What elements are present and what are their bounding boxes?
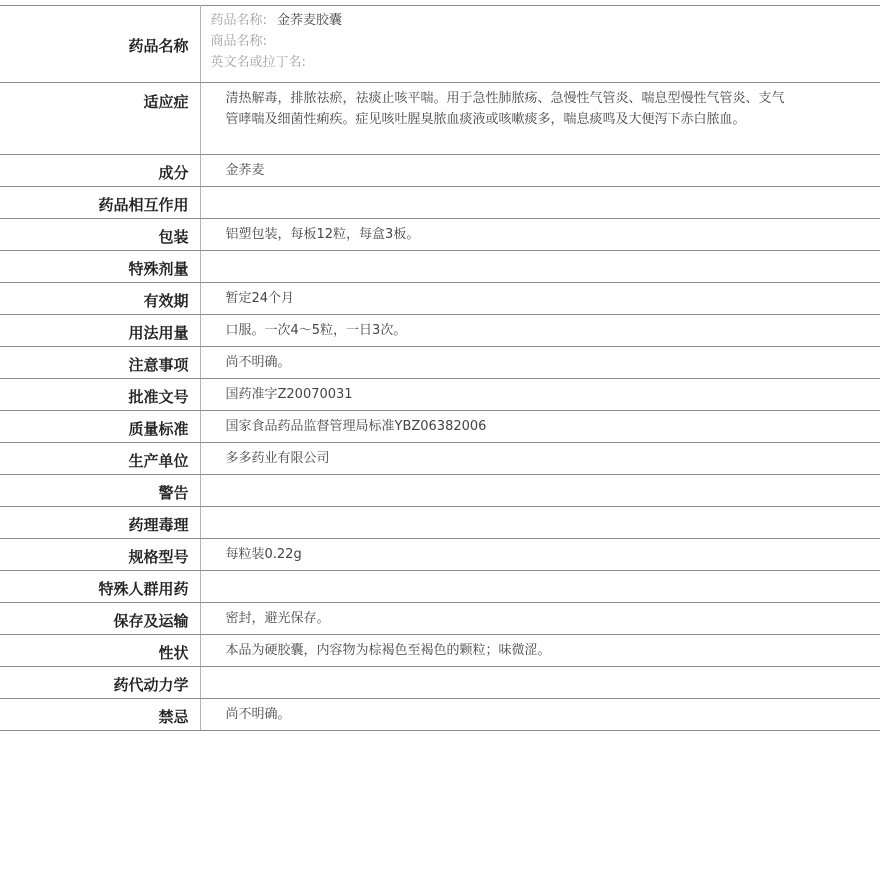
row-label: 成分 — [0, 155, 200, 187]
row-label: 有效期 — [0, 283, 200, 315]
generic-name-label: 药品名称: — [210, 13, 267, 28]
row-label: 规格型号 — [0, 539, 200, 571]
table-row — [0, 283, 880, 315]
table-row — [0, 219, 880, 251]
table-row — [0, 347, 880, 379]
table-row — [0, 443, 880, 475]
row-value: 暂定24个月 — [200, 283, 880, 315]
row-label: 禁忌 — [0, 699, 200, 731]
row-value: 金荞麦 — [200, 155, 880, 187]
row-label: 警告 — [0, 475, 200, 507]
table-row — [0, 635, 880, 667]
trade-name-label: 商品名称: — [210, 34, 267, 49]
row-value: 本品为硬胶囊，内容物为棕褐色至褐色的颗粒；味微涩。 — [200, 635, 880, 667]
row-value: 尚不明确。 — [200, 699, 880, 731]
table-row — [0, 155, 880, 187]
row-value: 铝塑包装，每板12粒，每盒3板。 — [200, 219, 880, 251]
drug-name-cell — [200, 6, 880, 83]
trade-name-line — [211, 31, 791, 52]
table-row-drug-name — [0, 6, 880, 83]
row-label: 保存及运输 — [0, 603, 200, 635]
row-label: 包装 — [0, 219, 200, 251]
row-label: 药品相互作用 — [0, 187, 200, 219]
indication-value: 清热解毒，排脓祛瘀，祛痰止咳平喘。用于急性肺脓疡、急慢性气管炎、喘息型慢性气管炎、支气管哮喘及细菌性痢疾。症见咳吐腥臭脓血痰液或咳嗽痰多，喘息痰鸣及大便泻下赤白脓血。 — [200, 83, 880, 155]
row-label: 药理毒理 — [0, 507, 200, 539]
row-label: 用法用量 — [0, 315, 200, 347]
row-value — [200, 187, 880, 219]
generic-name-value: 金荞麦胶囊 — [277, 13, 343, 28]
english-name-line — [211, 52, 791, 73]
row-value: 每粒装0.22g — [200, 539, 880, 571]
row-label: 性状 — [0, 635, 200, 667]
table-row-indication — [0, 83, 880, 155]
row-label: 注意事项 — [0, 347, 200, 379]
table-row — [0, 603, 880, 635]
drug-info-sheet — [0, 5, 880, 731]
row-label: 适应症 — [0, 83, 200, 155]
row-label: 特殊人群用药 — [0, 571, 200, 603]
row-value — [200, 475, 880, 507]
row-value: 尚不明确。 — [200, 347, 880, 379]
row-value: 多多药业有限公司 — [200, 443, 880, 475]
row-value — [200, 507, 880, 539]
row-value — [200, 571, 880, 603]
row-value: 密封，避光保存。 — [200, 603, 880, 635]
row-label: 特殊剂量 — [0, 251, 200, 283]
table-row — [0, 187, 880, 219]
table-row — [0, 379, 880, 411]
row-label: 批准文号 — [0, 379, 200, 411]
table-row — [0, 507, 880, 539]
row-label: 质量标准 — [0, 411, 200, 443]
row-value — [200, 667, 880, 699]
row-value: 国药准字Z20070031 — [200, 379, 880, 411]
row-value — [200, 251, 880, 283]
table-row — [0, 475, 880, 507]
row-value: 国家食品药品监督管理局标准YBZ06382006 — [200, 411, 880, 443]
row-label: 生产单位 — [0, 443, 200, 475]
row-label: 药品名称 — [0, 6, 200, 83]
table-row — [0, 699, 880, 731]
row-value: 口服。一次4～5粒，一日3次。 — [200, 315, 880, 347]
table-row — [0, 251, 880, 283]
table-row — [0, 571, 880, 603]
generic-name-line — [211, 10, 791, 31]
english-name-label: 英文名或拉丁名: — [210, 55, 306, 70]
row-label: 药代动力学 — [0, 667, 200, 699]
drug-info-table — [0, 5, 880, 731]
table-row — [0, 411, 880, 443]
table-row — [0, 667, 880, 699]
table-row — [0, 315, 880, 347]
table-row — [0, 539, 880, 571]
